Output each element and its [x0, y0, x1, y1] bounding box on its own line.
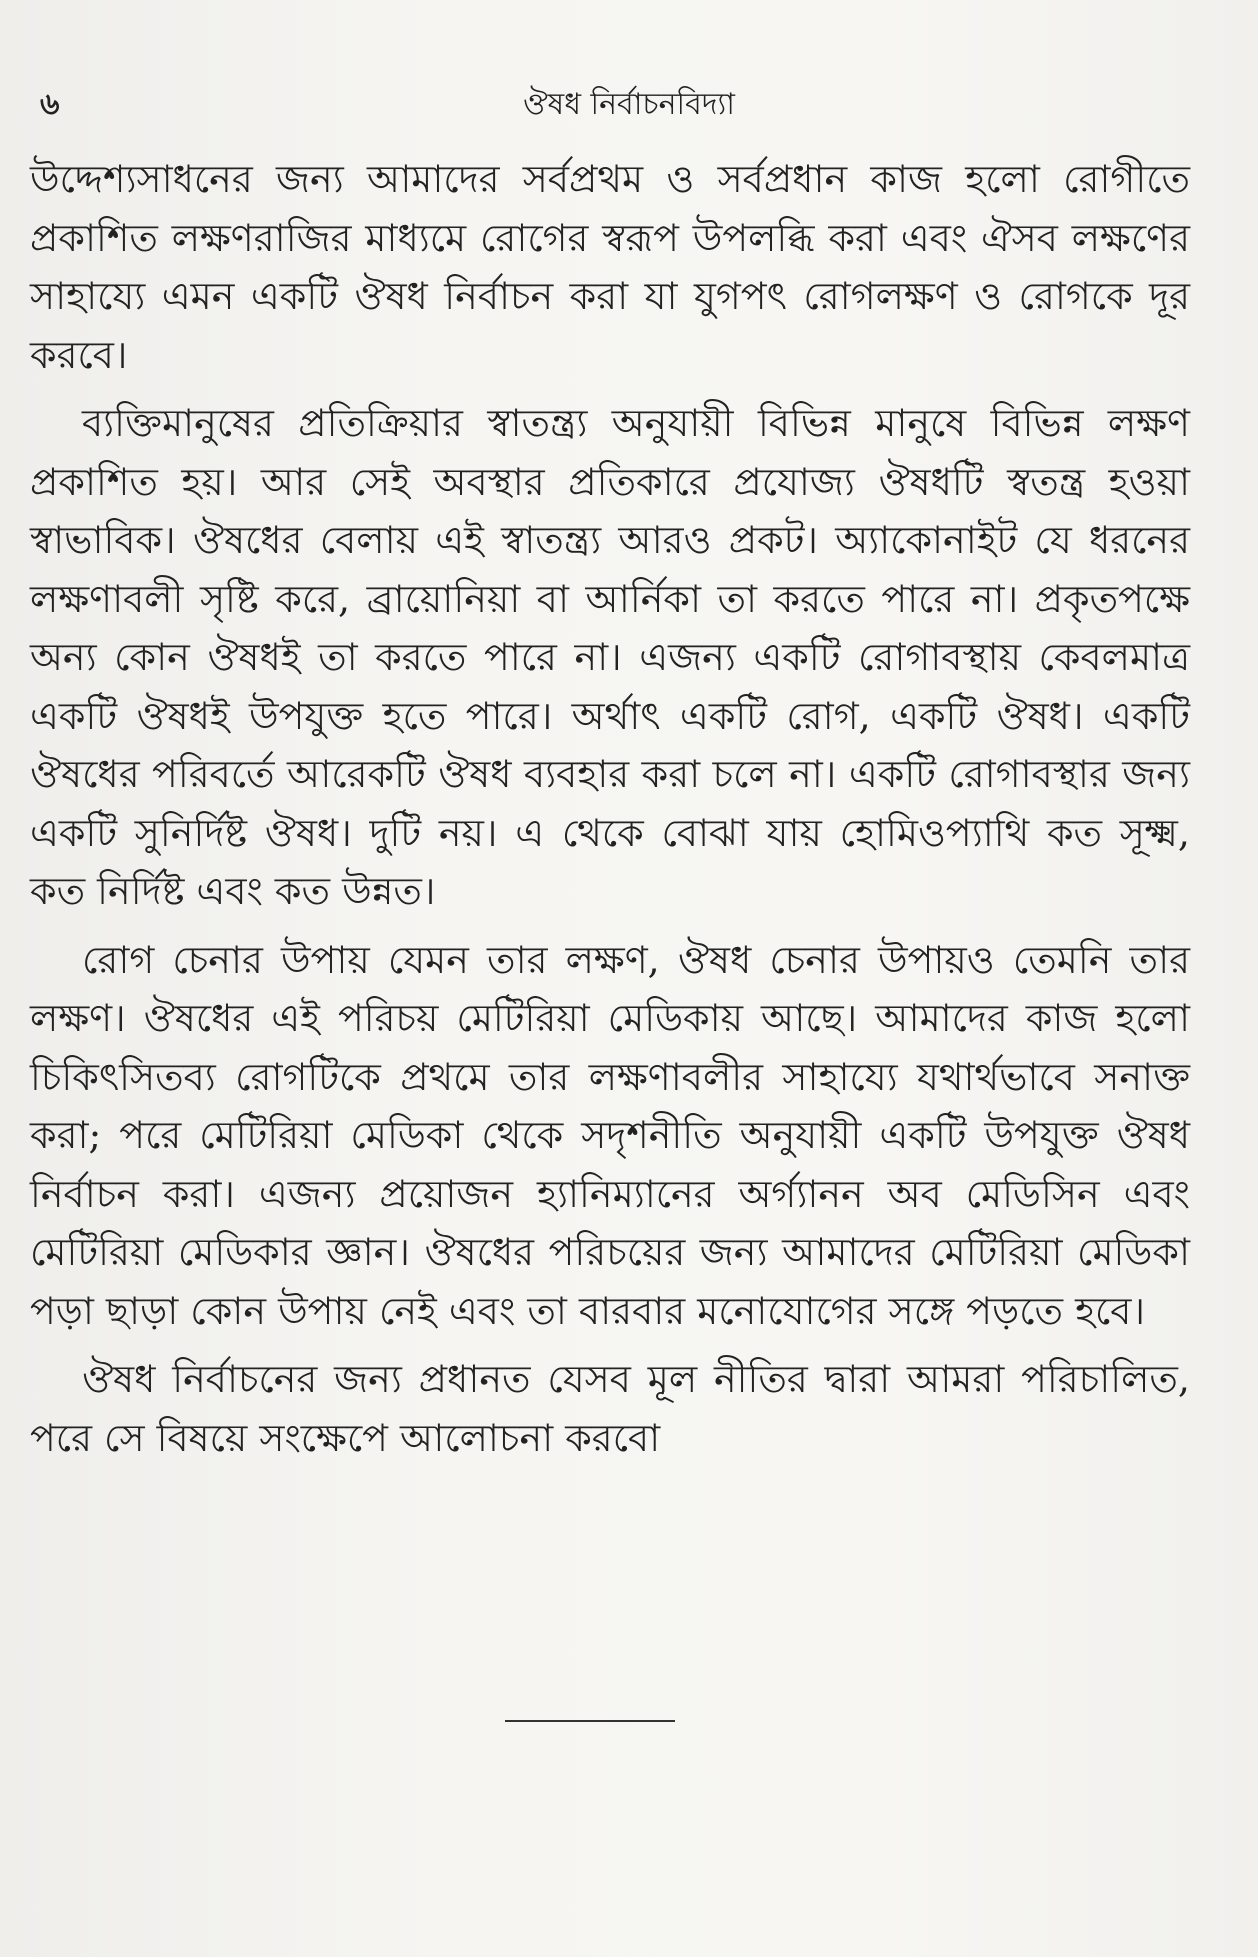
paragraph-3: রোগ চেনার উপায় যেমন তার লক্ষণ, ঔষধ চেনার উপায়ও তেমনি তার লক্ষণ। ঔষধের এই পরিচয় মেটিরিয়া মেডিকায় আছে। আমাদের কাজ হলো চিকিৎসিতব্য রোগটিকে প্রথমে তার লক্ষণাবলীর সাহায্যে যথার্থভাবে সনাক্ত করা; পরে মেটিরিয়া মেডিকা থেকে সদৃশনীতি অনুযায়ী একটি উপযুক্ত ঔষধ নির্বাচন করা। এজন্য প্রয়োজন হ্যানিম্যানের অর্গ্যানন অব মেডিসিন এবং মেটিরিয়া মেডিকার জ্ঞান। ঔষধের পরিচয়ের জন্য আমাদের মেটিরিয়া মেডিকা পড়া ছাড়া কোন উপায় নেই এবং তা বারবার মনোযোগের সঙ্গে পড়তে হবে।: [30, 937, 1190, 1333]
paragraph-2: ব্যক্তিমানুষের প্রতিক্রিয়ার স্বাতন্ত্র্য অনুযায়ী বিভিন্ন মানুষে বিভিন্ন লক্ষণ প্রকাশিত হয়। আর সেই অবস্থার প্রতিকারে প্রযোজ্য ঔষধটি স্বতন্ত্র হওয়া স্বাভাবিক। ঔষধের বেলায় এই স্বাতন্ত্র্য আরও প্রকট। অ্যাকোনাইট যে ধরনের লক্ষণাবলী সৃষ্টি করে, ব্রায়োনিয়া বা আর্নিকা তা করতে পারে না। প্রকৃতপক্ষে অন্য কোন ঔষধই তা করতে পারে না। এজন্য একটি রোগাবস্থায় কেবলমাত্র একটি ঔষধই উপযুক্ত হতে পারে। অর্থাৎ একটি রোগ, একটি ঔষধ। একটি ঔষধের পরিবর্তে আরেকটি ঔষধ ব্যবহার করা চলে না। একটি রোগাবস্থার জন্য একটি সুনির্দিষ্ট ঔষধ। দুটি নয়। এ থেকে বোঝা যায় হোমিওপ্যাথি কত সূক্ষ্ম, কত নির্দিষ্ট এবং কত উন্নত।: [30, 401, 1190, 913]
paragraph-1: উদ্দেশ্যসাধনের জন্য আমাদের সর্বপ্রথম ও সর্বপ্রধান কাজ হলো রোগীতে প্রকাশিত লক্ষণরাজির মাধ্যমে রোগের স্বরূপ উপলব্ধি করা এবং ঐসব লক্ষণের সাহায্যে এমন একটি ঔষধ নির্বাচন করা যা যুগপৎ রোগলক্ষণ ও রোগকে দূর করবে।: [30, 157, 1190, 377]
page-header: [40, 80, 1218, 130]
section-end-rule: [505, 1720, 675, 1722]
running-title: ঔষধ নির্বাচনবিদ্যা: [523, 87, 735, 122]
body-text: [30, 150, 1190, 1467]
paragraph-4: ঔষধ নির্বাচনের জন্য প্রধানত যেসব মূল নীতির দ্বারা আমরা পরিচালিত, পরে সে বিষয়ে সংক্ষেপে আলোচনা করবো: [30, 1357, 1190, 1460]
page-number: ৬: [40, 87, 60, 122]
